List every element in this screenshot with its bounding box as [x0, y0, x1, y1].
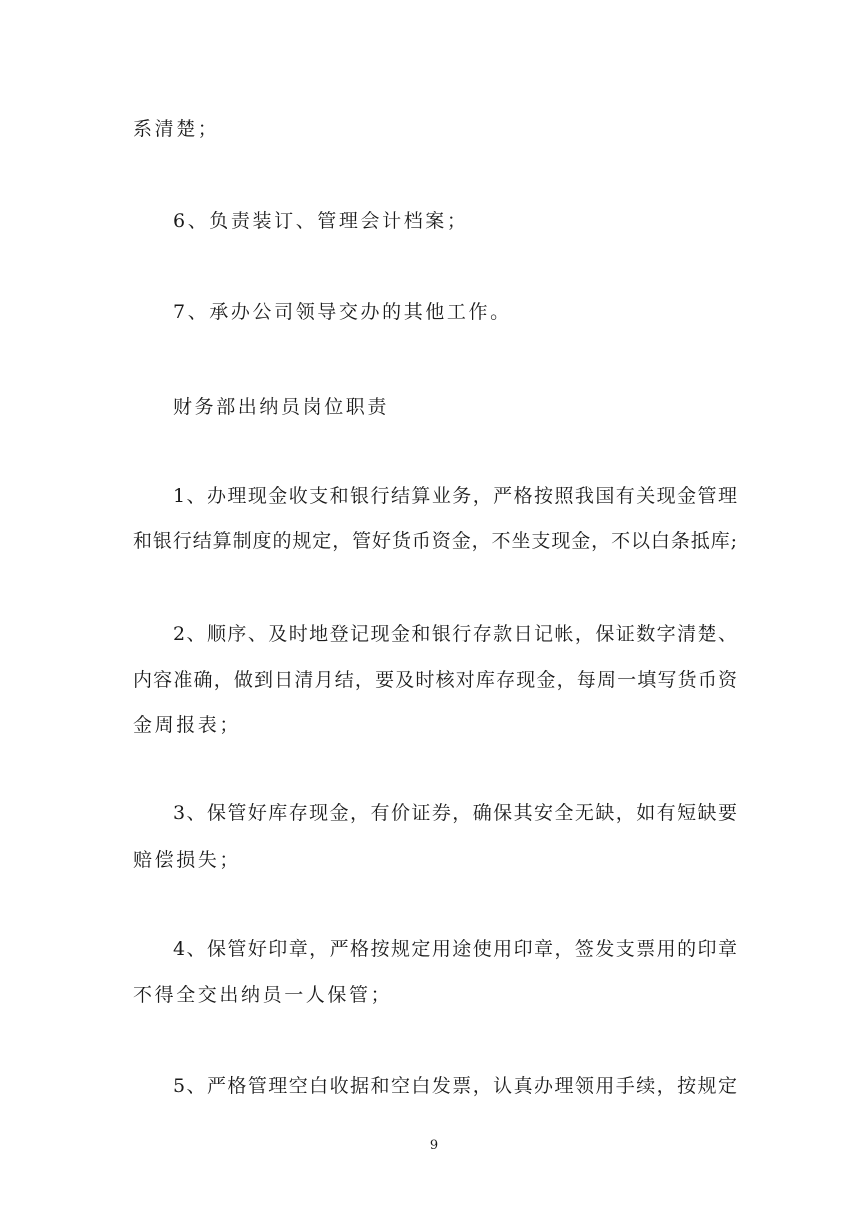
- page-number: 9: [429, 1138, 439, 1153]
- text-line-continuation: 系清楚；: [133, 118, 220, 140]
- item-2-line-3: 金周报表；: [133, 714, 242, 736]
- item-3-line-2: 赔偿损失；: [133, 849, 242, 871]
- item-5-line-1: 5、严格管理空白收据和空白发票，认真办理领用手续，按规定: [173, 1075, 737, 1097]
- item-6: 6、负责装订、管理会计档案；: [173, 210, 469, 232]
- item-3-line-1: 3、保管好库存现金，有价证券，确保其安全无缺，如有短缺要: [173, 802, 737, 824]
- section-heading: 财务部出纳员岗位职责: [173, 396, 390, 418]
- item-4-line-2: 不得全交出纳员一人保管；: [133, 984, 393, 1006]
- item-2-line-2: 内容准确，做到日清月结，要及时核对库存现金，每周一填写货币资: [133, 669, 737, 691]
- item-7: 7、承办公司领导交办的其他工作。: [173, 301, 512, 323]
- item-4-line-1: 4、保管好印章，严格按规定用途使用印章，签发支票用的印章: [173, 938, 737, 960]
- item-1-line-2: 和银行结算制度的规定，管好货币资金，不坐支现金，不以白条抵库;: [133, 530, 737, 552]
- item-2-line-1: 2、顺序、及时地登记现金和银行存款日记帐，保证数字清楚、: [173, 623, 737, 645]
- item-1-line-1: 1、办理现金收支和银行结算业务，严格按照我国有关现金管理: [173, 485, 737, 507]
